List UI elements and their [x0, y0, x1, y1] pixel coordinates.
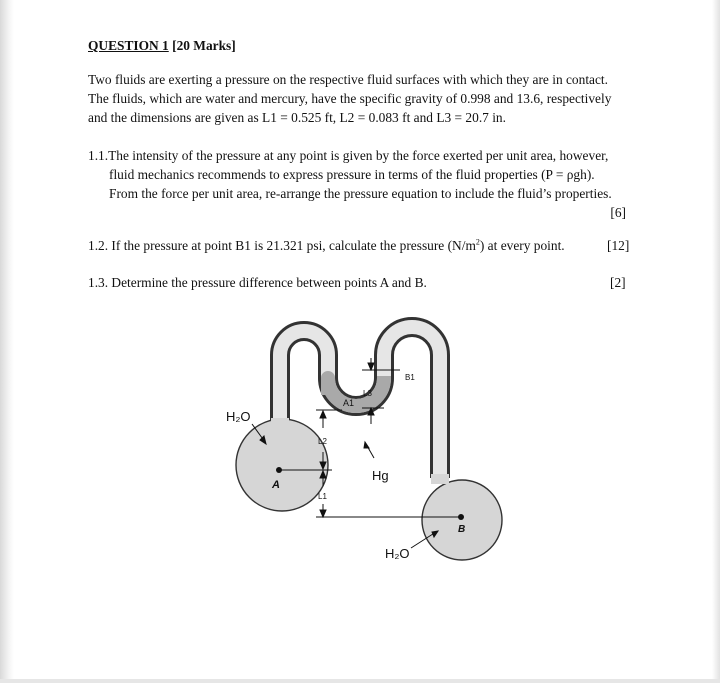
subquestion-text: 1.2. If the pressure at point B1 is 21.321 psi, calculate the pressure (N/m: [88, 238, 476, 253]
label-h2o-left: H₂O: [226, 409, 251, 424]
subquestion-marks: [2]: [610, 275, 626, 290]
intro-line: Two fluids are exerting a pressure on the respective fluid surfaces with which they are in contact.: [88, 72, 608, 87]
subquestion-1-3: 1.3. Determine the pressure difference between points A and B.: [88, 275, 427, 290]
question-title: QUESTION 1: [88, 38, 169, 53]
question-total-marks: [20 Marks]: [172, 38, 236, 53]
subquestion-marks: [12]: [607, 238, 630, 253]
vessel-a: [236, 419, 328, 511]
subquestion-line: 1.1.The intensity of the pressure at any point is given by the force exerted per unit area, however,: [88, 148, 609, 163]
subquestion-line: fluid mechanics recommends to express pressure in terms of the fluid properties (P = ρgh).: [109, 167, 595, 182]
label-a1: A1: [343, 398, 355, 408]
vessel-b: [422, 480, 502, 560]
label-hg: Hg: [372, 468, 389, 483]
subquestion-line: From the force per unit area, re-arrange the pressure equation to include the fluid’s properties.: [109, 186, 612, 201]
label-h2o-bottom: H₂O: [385, 546, 410, 561]
subquestion-marks: [6]: [610, 205, 626, 220]
label-l2: L2: [318, 437, 327, 446]
label-point-b: B: [458, 524, 466, 535]
intro-line: The fluids, which are water and mercury, have the specific gravity of 0.998 and 13.6, respectively: [88, 91, 612, 106]
superscript: 2: [475, 237, 480, 247]
joint-b: [431, 474, 449, 484]
label-point-a: A: [272, 479, 280, 491]
label-b1: B1: [405, 373, 415, 382]
subquestion-text: ) at every point.: [479, 238, 565, 253]
joint-a: [271, 418, 289, 424]
label-l1: L1: [318, 492, 327, 501]
label-l3: L3: [363, 389, 372, 398]
intro-line: and the dimensions are given as L1 = 0.525 ft, L2 = 0.083 ft and L3 = 20.7 in.: [88, 110, 506, 125]
